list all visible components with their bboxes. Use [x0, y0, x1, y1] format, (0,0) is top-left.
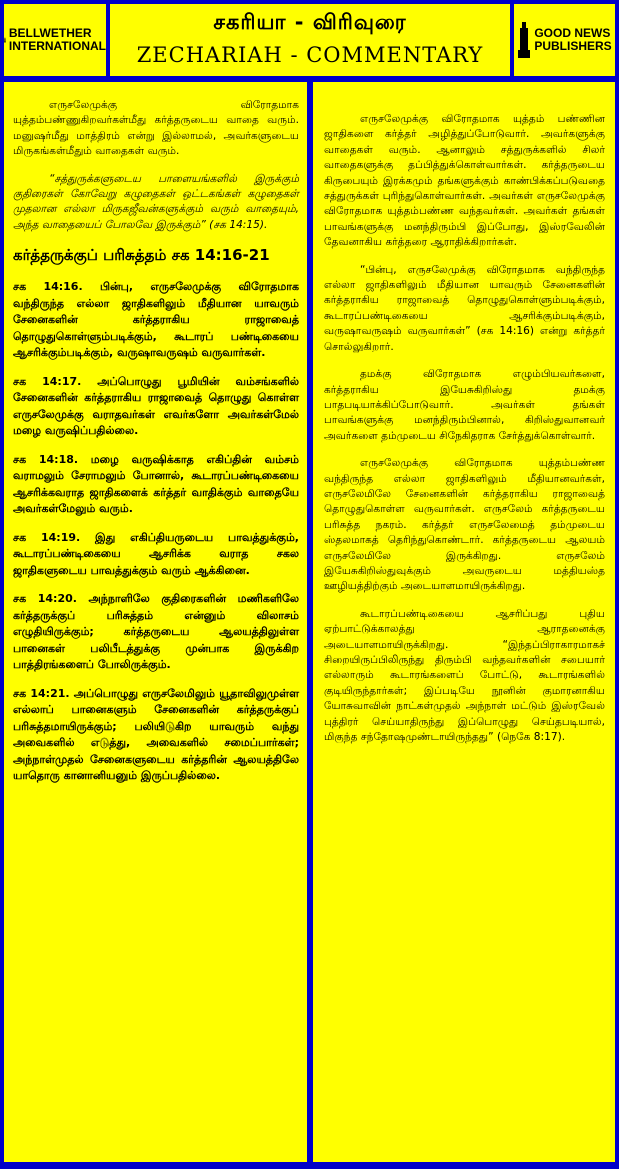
verse-14-16: சக 14:16. பின்பு, எருசலேமுக்கு விரோதமாக வந்திருந்த எல்லா ஜாதிகளிலும் மீதியான யாவரும் சேனைகளின் கர்த்தராகிய ராஜாவைத் தொழுதுகொள்ளும்படிக்கும், கூடாரப் பண்டிகையை ஆசரிக்கும்படிக்கும், வருஷாவருஷம் வருவார்கள்.: [13, 280, 299, 360]
section-heading: கர்த்தருக்குப் பரிசுத்தம் சக 14:16-21: [13, 246, 270, 265]
right-paragraph-3: தமக்கு விரோதமாக எழும்பியவர்களை, கர்த்தராகிய இயேசுகிறிஸ்து தமக்கு பாதபடியாக்கிப்போடுவார். அவர்கள் தங்கள் பாவங்களுக்கு மனந்திரும்பினால், கிறிஸ்துவானவர் அவர்களை தம்முடைய சிநேகிதராக சேர்த்துக்கொள்வார்.: [324, 368, 605, 442]
logo-right-line1: GOOD NEWS: [534, 26, 611, 40]
right-column: [313, 82, 615, 1162]
logo-right-line2: PUBLISHERS: [534, 39, 612, 53]
right-paragraph-5: கூடாரப்பண்டிகையை ஆசரிப்பது புதிய ஏற்பாட்டுக்காலத்து ஆராதனைக்கு அடையாளமாயிருக்கிறது. “இந்தப்பிராகாரமாகச் சிறையிருப்பிலிருந்து திரும்பி வந்தவர்களின் சபையார் எல்லாரும் கூடாரங்களைப் போட்டு, கூடாரங்களில் குடியிருந்தார்கள்; இப்படியே நூனின் குமாரனாகிய யோசுவாவின் நாட்கள்முதல் அந்நாள் மட்டும் இஸ்ரவேல் புத்திரர் செய்யாதிருந்து இப்பொழுது செய்தபடியால், மிகுந்த சந்தோஷமுண்டாயிருந்தது” (நெகே 8:17).: [324, 607, 605, 744]
good-news-logo: [514, 4, 615, 76]
right-paragraph-4: எருசலேமுக்கு விரோதமாக யுத்தம்பண்ண வந்திருந்த எல்லா ஜாதிகளிலும் மீதியானவர்கள், எருசலேமிலே சேனைகளின் கர்த்தராகிய ராஜாவைத் தொழுதுகொள்ள வருவார்கள். எருசலேம் கர்த்தருடைய பரிசுத்த நகரம். கர்த்தர் எருசலேமைத் தம்முடைய ஸ்தலமாகத் தெரிந்துகொண்டார். கர்த்தருடைய ஆலயம் எருசலேமிலே இருக்கிறது. எருசலேம் இயேசுகிறிஸ்துவுக்கும் அவருடைய மத்தியஸ்த ஊழியத்திற்கும் அடையாளமாயிருக்கிறது.: [324, 457, 605, 593]
page-header: [4, 4, 615, 76]
title-tamil: சகரியா - விரிவுரை: [213, 10, 407, 34]
verse-14-18: சக 14:18. மழை வருஷிக்காத எகிப்தின் வம்சம் வராமலும் சேராமலும் போனால், கூடாரப்பண்டிகையை ஆசரிக்கவராத ஜாதிகளைக் கர்த்தர் வாதிக்கும் வாதையே அவர்கள்மேலும் வரும்.: [13, 452, 299, 516]
verse-14-21: சக 14:21. அப்பொழுது எருசலேமிலும் யூதாவிலுமுள்ள எல்லாப் பானைகளும் சேனைகளின் கர்த்தருக்குப் பரிசுத்தமாயிருக்கும்; பலியிடுகிற யாவரும் வந்து அவைகளில் எடுத்து, அவைகளில் சமைப்பார்கள்; அந்நாள்முதல் சேனைகளுடைய கர்த்தரின் ஆலயத்திலே யாதொரு கானானியனும் இருப்பதில்லை.: [13, 686, 299, 783]
verse-14-20: சக 14:20. அந்நாளிலே குதிரைகளின் மணிகளிலே கர்த்தருக்குப் பரிசுத்தம் என்னும் விலாசம் எழுதியிருக்கும்; கர்த்தருடைய ஆலயத்திலுள்ள பானைகள் பலிபீடத்துக்கு முன்பாக இருக்கிற பாத்திரங்களைப் போலிருக்கும்.: [13, 592, 299, 672]
title-english: ZECHARIAH - COMMENTARY: [136, 43, 484, 67]
verse-14-17: சக 14:17. அப்பொழுது பூமியின் வம்சங்களில் சேனைகளின் கர்த்தராகிய ராஜாவைத் தொழுது கொள்ள எருசலேமுக்கு வராதவர்கள் எவர்களோ அவர்கள்மேல் மழை வருஷிப்பதில்லை.: [13, 374, 299, 438]
left-intro-paragraph: எருசலேமுக்கு விரோதமாக யுத்தம்பண்ணுகிறவர்கள்மீது கர்த்தருடைய வாதை வரும். மனுஷர்மீது மாத்திரம் என்று இல்லாமல், அவர்களுடைய மிருகங்கள்மீதும் வாதைகள் வரும்.: [13, 99, 299, 158]
logo-left-line1: BELLWETHER: [8, 26, 92, 40]
left-quote-paragraph: “சத்துருக்களுடைய பாளையங்களில் இருக்கும் குதிரைகள் கோவேறு கழுதைகள் ஒட்டகங்கள் கழுதைகள் முதலான எல்லா மிருகஜீவன்களுக்கும் வரும் வாதையும், அந்த வாதையைப் போலவே இருக்கும்” (சக 14:15).: [13, 172, 299, 231]
right-quote-paragraph: “பின்பு, எருசலேமுக்கு விரோதமாக வந்திருந்த எல்லா ஜாதிகளிலும் மீதியான யாவரும் சேனைகளின் கர்த்தராகிய ராஜாவைத் தொழுதுகொள்ளும்படிக்கும், கூடாரப்பண்டிகையை ஆசரிக்கும்படிக்கும், வருஷாவருஷம் வருவார்கள்” (சக 14:16) என்று கர்த்தர் சொல்லுகிறார்.: [324, 263, 605, 353]
tower-icon: [4, 20, 6, 60]
title-block: [110, 4, 510, 76]
logo-left-line2: INTERNATIONAL: [8, 39, 106, 53]
tower-icon: [517, 20, 531, 60]
verse-14-19: சக 14:19. இது எகிப்தியருடைய பாவத்துக்கும், கூடாரப்பண்டிகையை ஆசரிக்க வராத சகல ஜாதிகளுடைய பாவத்துக்கும் வரும் ஆக்கினை.: [13, 530, 299, 577]
right-paragraph-1: எருசலேமுக்கு விரோதமாக யுத்தம் பண்ணின ஜாதிகளை கர்த்தர் அழித்துப்போடுவார். அவர்களுக்கு வாதைகள் வரும். ஆனாலும் சத்துருக்களில் சிலர் வாதைகளுக்கு தப்பித்துக்கொள்வார்கள். கர்த்தருடைய கிருபையும் இரக்கமும் தங்களுக்கும் காண்பிக்கப்படுவதை சத்துருக்கள் புரிந்துகொள்வார்கள். அவர்கள் எருசலேமுக்கு விரோதமாக யுத்தம்பண்ண வந்தவர்கள். அவர்கள் தங்கள் பாவங்களுக்கு மனந்திரும்பி இப்போது, இஸ்ரவேலின் தேவனாகிய கர்த்தரை ஆராதிக்கிறார்கள்.: [324, 113, 605, 249]
left-column: [4, 82, 307, 1162]
bellwether-logo: [4, 4, 106, 76]
